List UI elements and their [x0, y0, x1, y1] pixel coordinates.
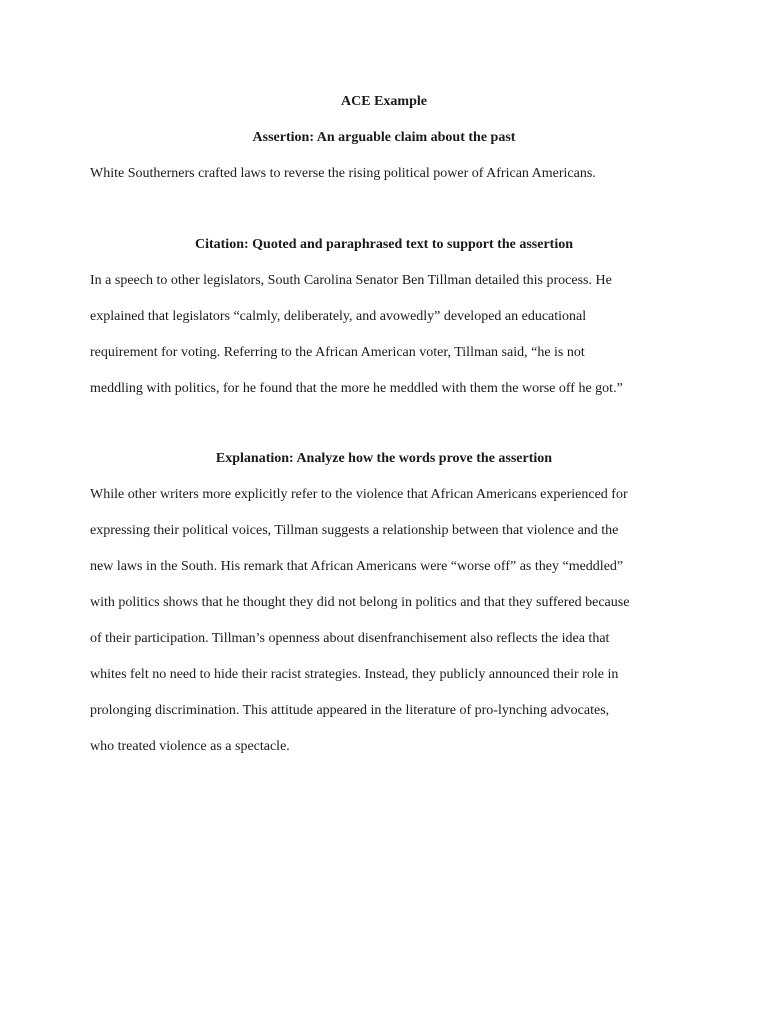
- paragraph-line: While other writers more explicitly refer to the violence that African Americans experienced for: [90, 487, 628, 502]
- citation-heading: Citation: Quoted and paraphrased text to support the assertion: [194, 237, 573, 252]
- paragraph-line: whites felt no need to hide their racist strategies. Instead, they publicly announced their role in: [90, 667, 619, 682]
- paragraph-line: In a speech to other legislators, South Carolina Senator Ben Tillman detailed this process. He: [90, 273, 612, 288]
- assertion-heading: Assertion: An arguable claim about the past: [252, 130, 516, 145]
- paragraph-line: who treated violence as a spectacle.: [90, 739, 290, 754]
- paragraph-line: White Southerners crafted laws to reverse the rising political power of African Americans.: [90, 166, 596, 181]
- assertion-paragraph: [90, 165, 680, 201]
- paragraph-line: explained that legislators “calmly, deliberately, and avowedly” developed an educational: [90, 309, 587, 324]
- paragraph-line: with politics shows that he thought they did not belong in politics and that they suffered because: [90, 595, 630, 610]
- page-title: ACE Example: [341, 94, 427, 109]
- explanation-heading: Explanation: Analyze how the words prove the assertion: [215, 451, 553, 466]
- paragraph-line: expressing their political voices, Tillman suggests a relationship between that violence and the: [90, 523, 619, 538]
- paragraph-line: meddling with politics, for he found that the more he meddled with them the worse off he got.”: [90, 381, 623, 396]
- citation-paragraph: [90, 272, 680, 416]
- explanation-paragraph: [90, 486, 680, 774]
- paragraph-line: new laws in the South. His remark that African Americans were “worse off” as they “meddled”: [90, 559, 624, 574]
- paragraph-line: requirement for voting. Referring to the African American voter, Tillman said, “he is not: [90, 345, 585, 360]
- paragraph-line: of their participation. Tillman’s openness about disenfranchisement also reflects the idea that: [90, 631, 610, 646]
- paragraph-line: prolonging discrimination. This attitude appeared in the literature of pro-lynching advocates,: [90, 703, 610, 718]
